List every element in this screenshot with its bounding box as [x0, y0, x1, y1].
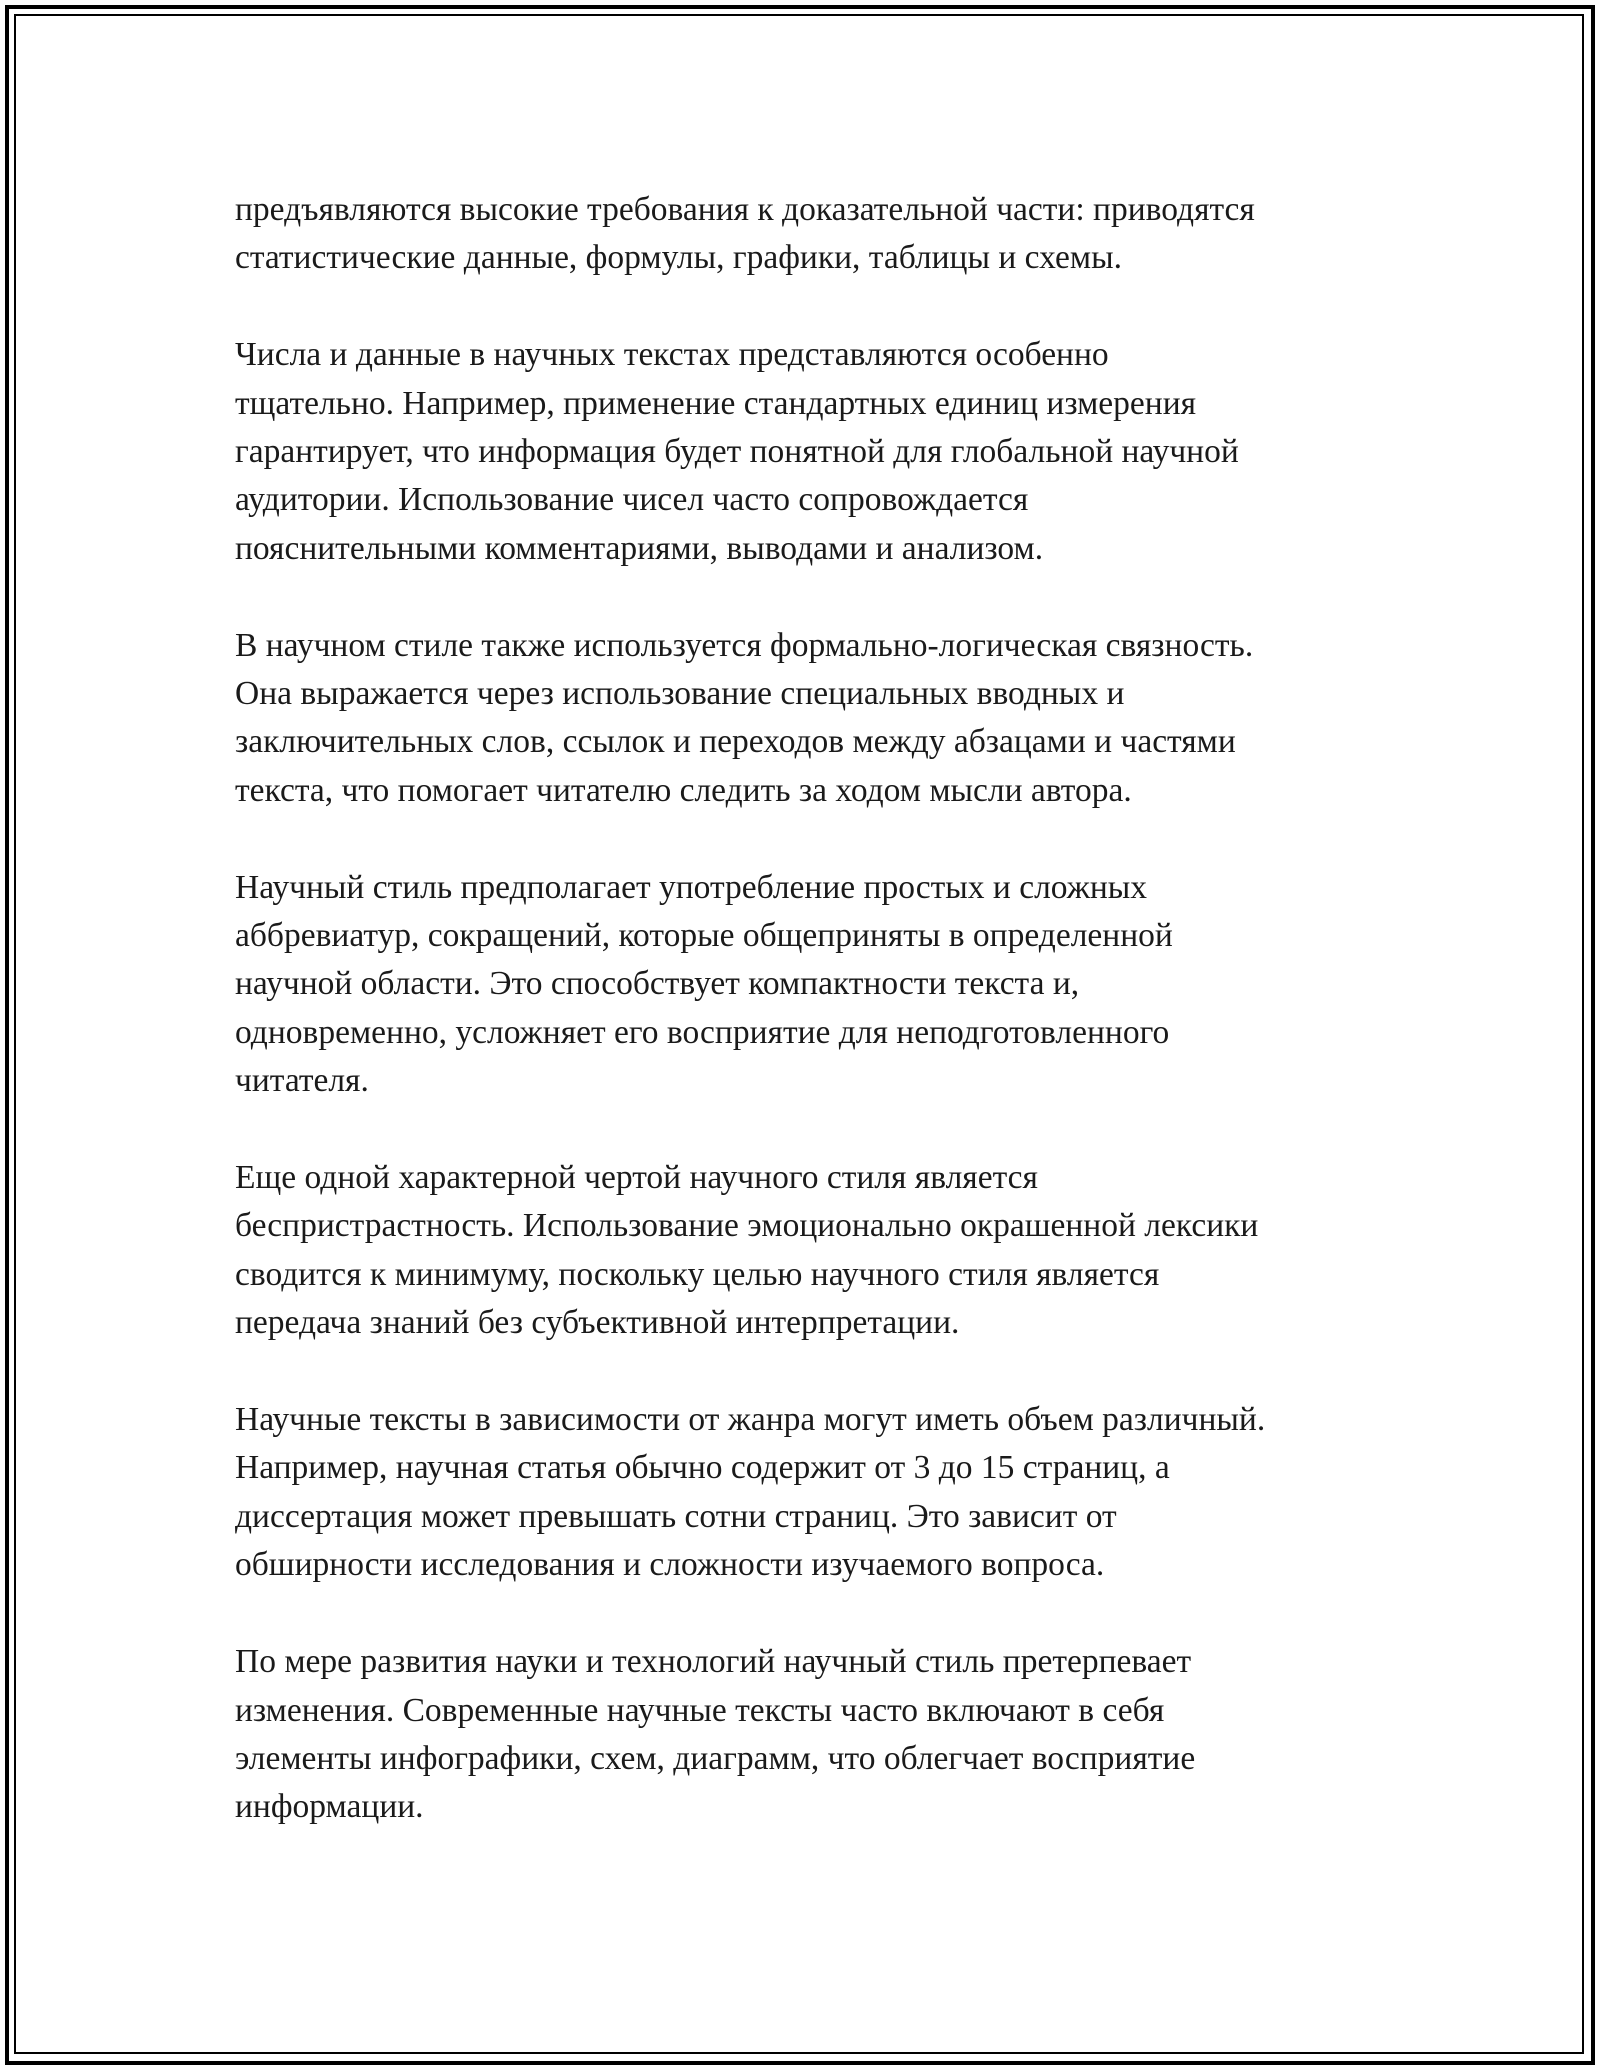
text-line: Она выражается через использование специальных вводных и — [235, 675, 1125, 713]
text-line: предъявляются высокие требования к доказательной части: приводятся — [235, 191, 1255, 228]
text-line: научной области. Это способствует компактности текста и, — [235, 965, 1080, 1003]
text-line: текста, что помогает читателю следить за ходом мысли автора. — [235, 771, 1132, 809]
text-line: передача знаний без субъективной интерпретации. — [235, 1304, 960, 1342]
paragraph — [235, 186, 1385, 283]
text-line: аббревиатур, сокращений, которые общеприняты в определенной — [235, 917, 1173, 955]
text-line: заключительных слов, ссылок и переходов между абзацами и частями — [235, 723, 1236, 761]
text-line: элементы инфографики, схем, диаграмм, что облегчает восприятие — [235, 1739, 1196, 1777]
text-line: беспристрастность. Использование эмоционально окрашенной лексики — [235, 1207, 1259, 1245]
paragraph — [235, 1396, 1385, 1590]
text-line: читателя. — [235, 1062, 369, 1100]
text-line: диссертация может превышать сотни страниц. Это зависит от — [235, 1497, 1117, 1535]
text-line: сводится к минимуму, поскольку целью научного стиля является — [235, 1255, 1160, 1293]
text-line: В научном стиле также используется формально-логическая связность. — [235, 626, 1254, 664]
text-line: изменения. Современные научные тексты часто включают в себя — [235, 1691, 1165, 1729]
document-body — [235, 186, 1385, 1880]
text-line: тщательно. Например, применение стандартных единиц измерения — [235, 384, 1197, 422]
paragraph — [235, 331, 1385, 573]
text-line: одновременно, усложняет его восприятие для неподготовленного — [235, 1013, 1170, 1051]
paragraph — [235, 864, 1385, 1106]
paragraph — [235, 622, 1385, 816]
text-line: обширности исследования и сложности изучаемого вопроса. — [235, 1546, 1105, 1584]
text-line: статистические данные, формулы, графики, таблицы и схемы. — [235, 239, 1122, 277]
text-line: Научные тексты в зависимости от жанра могут иметь объем различный. — [235, 1401, 1266, 1439]
text-line: Например, научная статья обычно содержит от 3 до 15 страниц, а — [235, 1449, 1170, 1487]
text-line: пояснительными комментариями, выводами и анализом. — [235, 529, 1044, 567]
text-line: гарантирует, что информация будет понятной для глобальной научной — [235, 433, 1239, 471]
paragraph — [235, 1154, 1385, 1348]
text-line: Еще одной характерной чертой научного стиля является — [235, 1159, 1038, 1197]
text-line: информации. — [235, 1788, 424, 1826]
paragraph — [235, 1638, 1385, 1832]
text-line: Научный стиль предполагает употребление простых и сложных — [235, 868, 1148, 906]
text-line: Числа и данные в научных текстах представляются особенно — [235, 336, 1109, 374]
text-line: аудитории. Использование чисел часто сопровождается — [235, 481, 1029, 519]
text-line: По мере развития науки и технологий научный стиль претерпевает — [235, 1643, 1192, 1681]
